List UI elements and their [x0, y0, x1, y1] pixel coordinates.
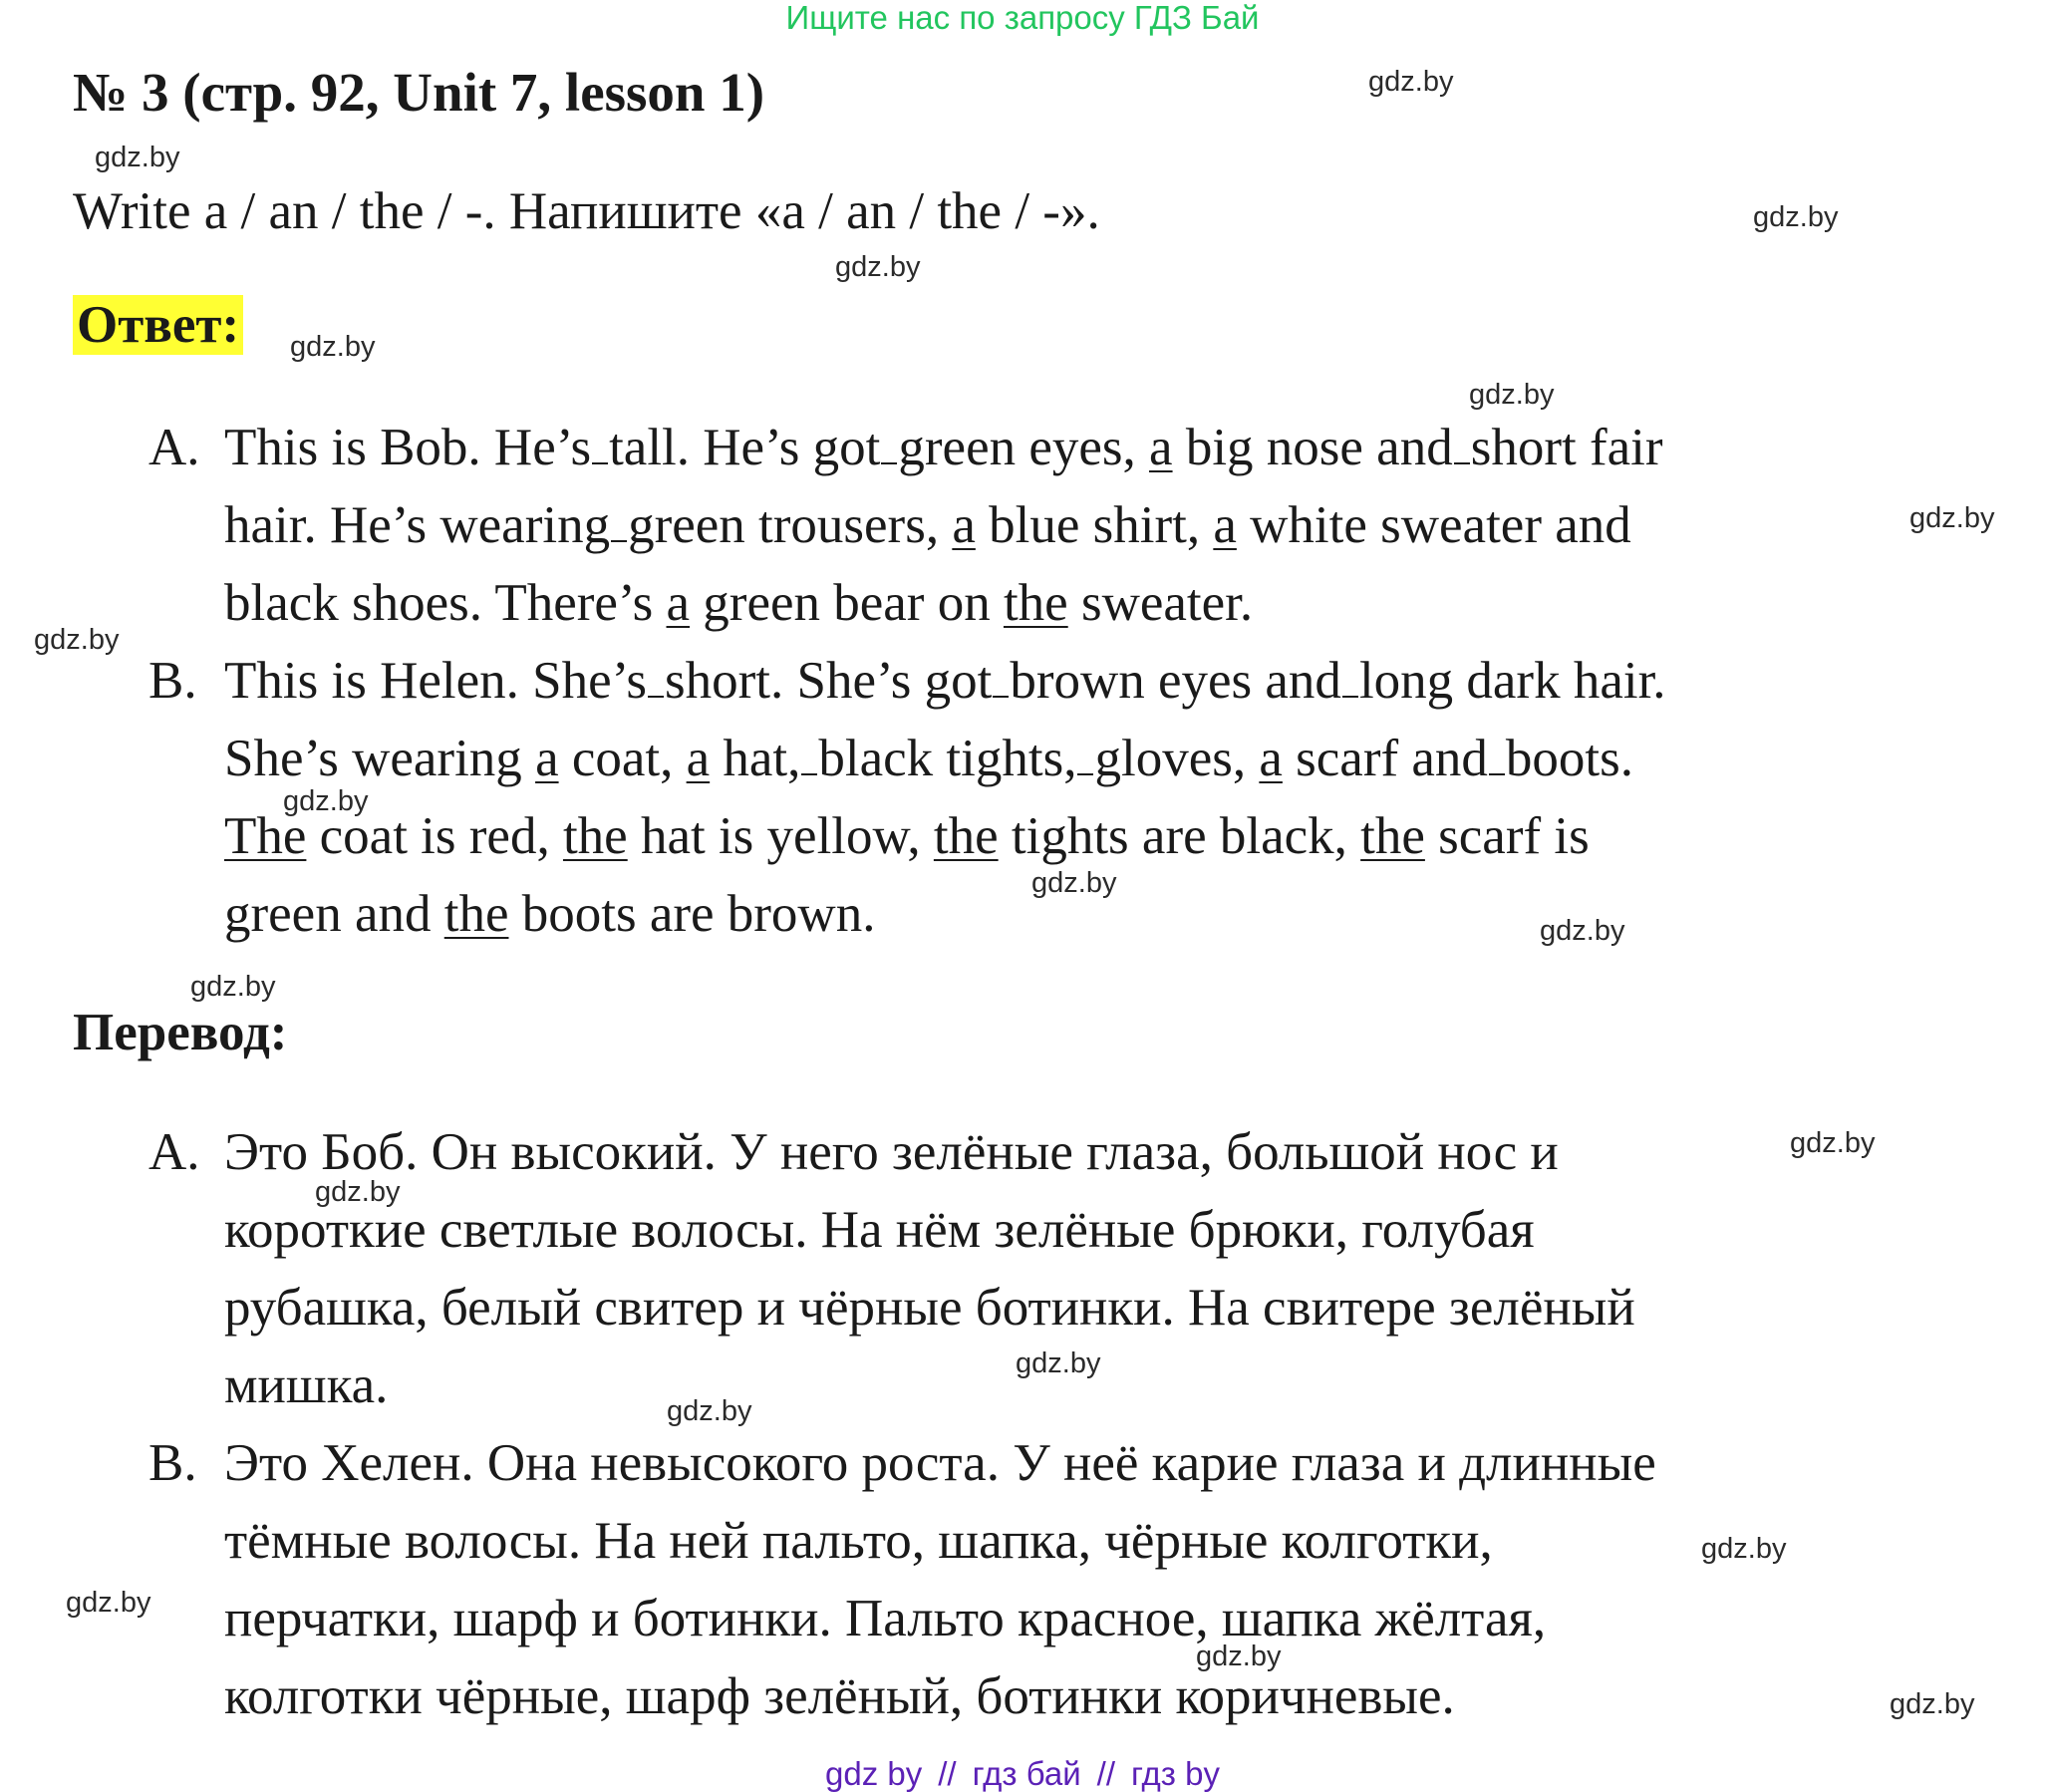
answer-b-letter: B. [148, 652, 197, 710]
watermark: gdz.by [1016, 1347, 1101, 1379]
answer-text: coat, [558, 730, 687, 787]
blank-gap [1342, 692, 1358, 698]
answer-text: black shoes. There’s [224, 574, 667, 632]
watermark: gdz.by [1753, 201, 1839, 233]
watermark: gdz.by [190, 971, 276, 1003]
answer-text: short fair [1470, 419, 1663, 476]
watermark: gdz.by [290, 331, 376, 363]
translation-text: короткие светлые волосы. На нём зелёные брюки, голубая [224, 1201, 1535, 1259]
blank-gap [1489, 769, 1505, 775]
answer-text: green eyes, [898, 419, 1150, 476]
answer-text: coat is red, [306, 807, 563, 865]
watermark: gdz.by [1469, 379, 1555, 411]
article-answer: the [933, 807, 999, 865]
watermark: gdz.by [1031, 867, 1117, 899]
answer-text: This is Bob. He’s [224, 419, 592, 476]
watermark: gdz.by [667, 1395, 752, 1427]
footer-links [0, 1756, 2045, 1792]
translation-text: колготки чёрные, шарф зелёный, ботинки коричневые. [224, 1667, 1455, 1725]
answer-text: short. She’s got [664, 652, 993, 710]
answer-a-letter: A. [148, 419, 200, 476]
footer-separator: // [1096, 1755, 1115, 1792]
watermark: gdz.by [283, 785, 369, 817]
answer-text: gloves, [1094, 730, 1260, 787]
article-answer: a [1213, 496, 1237, 554]
article-answer: a [1149, 419, 1173, 476]
answer-text: scarf is [1424, 807, 1590, 865]
answer-text: tall. He’s got [609, 419, 881, 476]
answer-text: big nose and [1172, 419, 1453, 476]
translation-b-letter: B. [148, 1434, 197, 1492]
answer-text: hat is yellow, [627, 807, 934, 865]
article-answer: a [686, 730, 711, 787]
article-answer: a [666, 574, 691, 632]
answer-text: green trousers, [628, 496, 953, 554]
blank-gap [592, 458, 608, 464]
answer-text: hair. He’s wearing [224, 496, 611, 554]
blank-gap [993, 692, 1009, 698]
translation-text: перчатки, шарф и ботинки. Пальто красное, шапка жёлтая, [224, 1590, 1547, 1647]
article-answer: the [443, 885, 509, 943]
task-instruction: Write a / an / the / -. Напишите «a / an / the / -». [73, 182, 1100, 240]
watermark: gdz.by [1368, 66, 1454, 98]
translation-a-letter: A. [148, 1123, 200, 1181]
translation-text: Это Хелен. Она невысокого роста. У неё карие глаза и длинные [224, 1434, 1656, 1492]
blank-gap [648, 692, 664, 698]
watermark: gdz.by [34, 624, 120, 656]
answer-text: black tights, [818, 730, 1077, 787]
article-answer: The [224, 807, 307, 865]
top-banner: Ищите нас по запросу ГДЗ Бай [785, 0, 1260, 36]
blank-gap [881, 458, 897, 464]
blank-gap [611, 536, 627, 542]
translation-text: тёмные волосы. На ней пальто, шапка, чёрные колготки, [224, 1512, 1493, 1570]
watermark: gdz.by [1196, 1641, 1282, 1672]
answer-text: She’s wearing [224, 730, 536, 787]
blank-gap [1077, 769, 1093, 775]
footer-link[interactable]: гдз by [1131, 1755, 1220, 1792]
answer-text: tights are black, [998, 807, 1361, 865]
translation-label: Перевод: [73, 1004, 288, 1061]
translation-text: мишка. [224, 1356, 389, 1414]
answer-text: boots are brown. [508, 885, 876, 943]
translation-text: Это Боб. Он высокий. У него зелёные глаза, большой нос и [224, 1123, 1559, 1181]
footer-separator: // [938, 1755, 957, 1792]
answer-text: green bear on [690, 574, 1004, 632]
blank-gap [801, 769, 817, 775]
watermark: gdz.by [1790, 1127, 1876, 1159]
watermark: gdz.by [315, 1176, 401, 1208]
watermark: gdz.by [835, 251, 921, 283]
article-answer: the [562, 807, 628, 865]
answer-text: scarf and [1282, 730, 1488, 787]
answer-text: green and [224, 885, 444, 943]
answer-text: hat, [710, 730, 801, 787]
footer-link[interactable]: gdz by [825, 1755, 923, 1792]
watermark: gdz.by [1701, 1533, 1787, 1565]
article-answer: the [1003, 574, 1068, 632]
translation-text: рубашка, белый свитер и чёрные ботинки. На свитере зелёный [224, 1279, 1635, 1337]
answer-text: This is Helen. She’s [224, 652, 647, 710]
watermark: gdz.by [1890, 1688, 1975, 1720]
answer-label: Ответ: [73, 295, 243, 355]
answer-text: white sweater and [1236, 496, 1631, 554]
blank-gap [1454, 458, 1470, 464]
answer-text: blue shirt, [975, 496, 1214, 554]
answer-text: long dark hair. [1358, 652, 1666, 710]
answer-text: brown eyes and [1010, 652, 1341, 710]
watermark: gdz.by [95, 142, 180, 173]
answer-text: sweater. [1067, 574, 1254, 632]
article-answer: a [1259, 730, 1283, 787]
answer-text: boots. [1505, 730, 1633, 787]
watermark: gdz.by [1540, 915, 1625, 947]
article-answer: a [952, 496, 976, 554]
watermark: gdz.by [1909, 502, 1995, 534]
exercise-heading: № 3 (стр. 92, Unit 7, lesson 1) [73, 62, 765, 123]
footer-link[interactable]: гдз бай [972, 1755, 1081, 1792]
article-answer: the [1360, 807, 1425, 865]
watermark: gdz.by [66, 1587, 151, 1619]
article-answer: a [535, 730, 559, 787]
